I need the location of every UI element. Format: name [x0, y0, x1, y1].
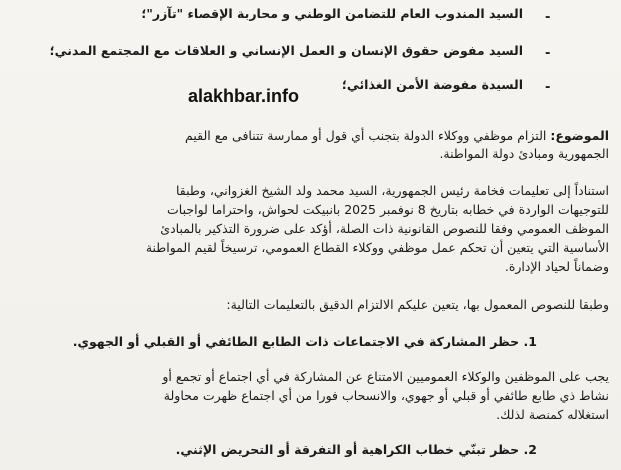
- subject-line: [185, 128, 609, 144]
- subject-line-2: الجمهورية ومبادئ دولة المواطنة.: [439, 146, 609, 161]
- list-bullet: -: [545, 80, 551, 95]
- item-2-title: 2. حظر تبنّي خطاب الكراهية أو التفرقة أو التحريض الإثني.: [175, 442, 537, 457]
- addressee-line: السيد المندوب العام للتضامن الوطني و محاربة الإقصاء "تآزر"؛: [141, 6, 523, 21]
- list-bullet: -: [545, 10, 551, 25]
- list-bullet: -: [545, 46, 551, 61]
- paragraph-line: نشاط ذي طابع طائفي أو قبلي أو جهوي، والانسحاب فورا من أي اجتماع ظهرت محاولة: [163, 388, 609, 403]
- instructions-intro: وطبقا للنصوص المعمول بها، يتعين عليكم الالتزام الدقيق بالتعليمات التالية:: [226, 297, 609, 312]
- item-1-title: 1. حظر المشاركة في الاجتماعات ذات الطابع الطائفي أو القبلي أو الجهوي.: [72, 334, 537, 349]
- subject-label: الموضوع:: [550, 128, 609, 143]
- paragraph-line: وضماناً لحياد الإدارة.: [504, 259, 609, 274]
- paragraph-line: للتوجيهات الواردة في خطابه بتاريخ 8 نوفمبر 2025 بانبيكت لحواش، واحتراما لواجبات: [167, 202, 609, 217]
- addressee-line: السيد مفوض حقوق الإنسان و العمل الإنساني و العلاقات مع المجتمع المدني؛: [49, 43, 523, 58]
- subject-text: التزام موظفي ووكلاء الدولة بتجنب أي قول أو ممارسة تتنافى مع القيم: [185, 128, 547, 143]
- addressee-line: السيدة مفوضة الأمن الغذائي؛: [341, 77, 523, 92]
- watermark: alakhbar.info: [188, 86, 300, 106]
- paragraph-line: الموظف العمومي وفقا للنصوص القانونية ذات الصلة، أؤكد على ضرورة التذكير بالمبادئ: [160, 221, 609, 236]
- paragraph-line: استغلاله كمنصة لذلك.: [496, 407, 609, 422]
- paragraph-line: استناداً إلى تعليمات فخامة رئيس الجمهورية، السيد محمد ولد الشيخ الغزواني، وطبقا: [175, 183, 609, 198]
- paragraph-line: الأساسية التي يتعين أن تحكم عمل موظفي ووكلاء القطاع العمومي، ترسيخاً لقيم المواطنة: [145, 240, 609, 255]
- paragraph-line: يجب على الموظفين والوكلاء العموميين الامتناع عن المشاركة في أي اجتماع أو تجمع أو: [162, 369, 609, 384]
